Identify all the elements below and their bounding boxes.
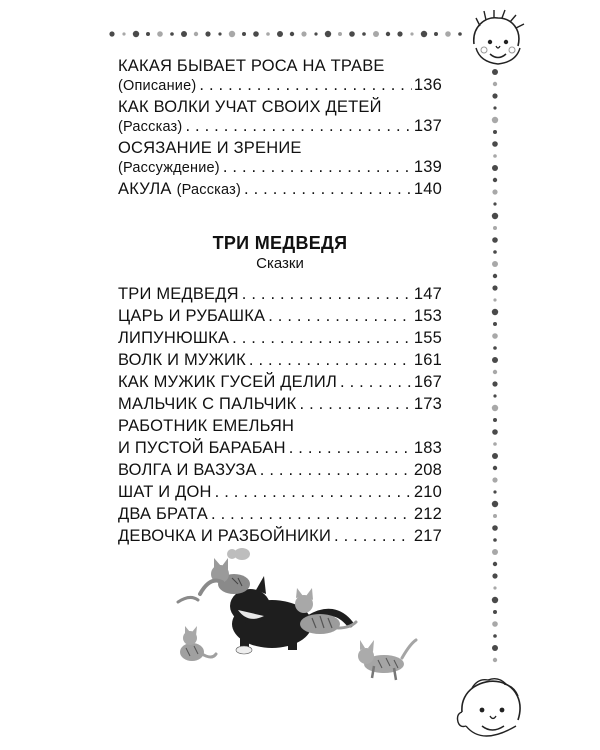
child-face-icon (466, 8, 528, 70)
border-dot (492, 237, 498, 243)
toc-entry-title: КАК МУЖИК ГУСЕЙ ДЕЛИЛ (118, 373, 338, 391)
toc-entry-title: ЛИПУНЮШКА (118, 329, 230, 347)
leader-dots (199, 76, 411, 95)
leader-dots (223, 158, 412, 177)
border-dot (314, 32, 317, 35)
border-dot (445, 31, 451, 37)
toc-entry[interactable] (118, 461, 442, 480)
leader-dots (242, 285, 412, 304)
toc-entry-genre: (Рассказ) (176, 182, 242, 198)
border-dot (492, 573, 497, 578)
toc-entry[interactable] (118, 139, 442, 177)
border-dot (492, 261, 498, 267)
toc-entry[interactable] (118, 329, 442, 348)
border-dot (492, 93, 497, 98)
toc-entry[interactable] (118, 483, 442, 502)
toc-entry-genre: (Рассказ) (118, 119, 183, 135)
border-dot (266, 32, 270, 36)
toc-entry-title: РАБОТНИК ЕМЕЛЬЯН (118, 417, 295, 435)
border-dot (434, 32, 438, 36)
border-dot (493, 466, 497, 470)
border-dot (492, 333, 498, 339)
toc-entry[interactable] (118, 180, 442, 199)
toc-entry-page: 147 (413, 285, 442, 303)
section-heading (118, 232, 442, 273)
border-dot (493, 274, 497, 278)
cats-illustration (172, 548, 432, 688)
kitten-icon (200, 558, 250, 594)
toc-entry[interactable] (118, 285, 442, 304)
leader-dots (289, 439, 412, 458)
border-dot (492, 189, 497, 194)
toc-entry-page: 137 (413, 117, 442, 135)
border-dot (170, 32, 174, 36)
toc-entry-title: КАКАЯ БЫВАЕТ РОСА НА ТРАВЕ (118, 57, 385, 75)
border-dot (229, 31, 235, 37)
toc-entry-title: МАЛЬЧИК С ПАЛЬЧИК (118, 395, 297, 413)
border-dot (181, 31, 187, 37)
border-dot (492, 285, 497, 290)
border-dot (242, 32, 246, 36)
border-dot (338, 32, 342, 36)
toc-entry-page: 183 (413, 439, 442, 457)
border-dot (493, 538, 497, 542)
toc-entry-page: 140 (413, 180, 442, 198)
border-dot (493, 442, 497, 446)
border-dot (493, 130, 497, 134)
border-dot (122, 32, 125, 35)
border-dot (362, 32, 366, 36)
border-dot (493, 250, 497, 254)
toc-entry[interactable] (118, 98, 442, 136)
leader-dots (211, 505, 412, 524)
border-dot (349, 31, 355, 37)
border-dot (493, 490, 496, 493)
border-dot (493, 202, 496, 205)
toc-entry-title: КАК ВОЛКИ УЧАТ СВОИХ ДЕТЕЙ (118, 98, 382, 116)
leader-dots (268, 307, 412, 326)
toc-entry[interactable] (118, 351, 442, 370)
border-dot (493, 586, 496, 589)
border-dot (301, 31, 306, 36)
border-dot (492, 117, 498, 123)
border-dot (493, 154, 497, 158)
border-dot (492, 165, 498, 171)
toc-entry-genre: (Описание) (118, 78, 197, 94)
border-dot (410, 32, 413, 35)
toc-entry-title: АКУЛА (118, 180, 172, 198)
toc-section-fairy-tales (118, 285, 442, 546)
border-dot (493, 178, 497, 182)
toc-entry-title: ВОЛК И МУЖИК (118, 351, 246, 369)
toc-entry-title: ТРИ МЕДВЕДЯ (118, 285, 239, 303)
leader-dots (185, 117, 411, 136)
border-dot (492, 357, 498, 363)
toc-entry[interactable] (118, 395, 442, 414)
border-dot (492, 141, 498, 147)
border-dot (492, 213, 498, 219)
border-dot (492, 429, 498, 435)
border-dot (205, 31, 210, 36)
border-dot (492, 597, 498, 603)
toc-entry-title: ОСЯЗАНИЕ И ЗРЕНИЕ (118, 139, 302, 157)
border-dot (290, 32, 294, 36)
border-dot (493, 226, 497, 230)
kitten-icon (180, 626, 216, 661)
leader-dots (249, 351, 412, 370)
border-dot (493, 298, 496, 301)
border-dot (493, 418, 497, 422)
border-dot (325, 31, 331, 37)
border-dot (493, 346, 497, 350)
leader-dots (215, 483, 412, 502)
border-dot (493, 514, 497, 518)
toc-entry-title: ДВА БРАТА (118, 505, 209, 523)
border-dot (109, 31, 114, 36)
border-dot (493, 658, 497, 662)
border-dot (493, 394, 496, 397)
border-dot (253, 31, 259, 37)
border-dot (277, 31, 283, 37)
leader-dots (232, 329, 412, 348)
toc-entry-title: ЦАРЬ И РУБАШКА (118, 307, 266, 325)
toc-entry[interactable] (118, 527, 442, 546)
toc-entry[interactable] (118, 373, 442, 392)
border-dot (493, 106, 496, 109)
section-title: ТРИ МЕДВЕДЯ (212, 233, 348, 253)
toc-entry-page: 173 (413, 395, 442, 413)
border-dot (458, 32, 462, 36)
toc-entry-title: ДЕВОЧКА И РАЗБОЙНИКИ (118, 527, 332, 545)
border-dot (492, 501, 498, 507)
toc-entry-title: ШАТ И ДОН (118, 483, 212, 501)
leader-dots (300, 395, 412, 414)
border-dot (493, 82, 497, 86)
border-dot (493, 610, 497, 614)
toc-entry-page: 139 (413, 158, 442, 176)
toc-entry-title-line2: И ПУСТОЙ БАРАБАН (118, 439, 286, 457)
toc-entry-page: 161 (413, 351, 442, 369)
border-dot (493, 322, 497, 326)
border-dot (493, 562, 497, 566)
toc-entry-page: 210 (413, 483, 442, 501)
border-dot (218, 32, 221, 35)
toc-entry-page: 167 (413, 373, 442, 391)
toc-entry[interactable] (118, 505, 442, 524)
border-dot (492, 453, 498, 459)
toc-entry[interactable] (118, 417, 442, 458)
border-dot (492, 477, 497, 482)
border-dot (397, 31, 402, 36)
border-dot (146, 32, 150, 36)
toc-entry-page: 155 (413, 329, 442, 347)
kitten-icon (358, 640, 416, 680)
leader-dots (244, 180, 412, 199)
border-dot (157, 31, 163, 37)
border-dot (373, 31, 379, 37)
border-dot (492, 621, 498, 627)
border-dot (492, 549, 498, 555)
border-dot (492, 645, 498, 651)
border-dot (492, 381, 497, 386)
border-dot (386, 32, 390, 36)
leader-dots (260, 461, 412, 480)
border-dot (421, 31, 427, 37)
leader-dots (340, 373, 412, 392)
toc-entry-genre: (Рассуждение) (118, 160, 220, 176)
toc-entry[interactable] (118, 57, 442, 95)
toc-section-tolstoy-stories (118, 57, 442, 199)
toc-entry-page: 208 (413, 461, 442, 479)
toc-entry-page: 136 (413, 76, 442, 94)
section-subtitle: Сказки (256, 255, 304, 272)
border-dot (492, 405, 498, 411)
toc-entry-page: 153 (413, 307, 442, 325)
border-dot (194, 32, 198, 36)
leader-dots (334, 527, 412, 546)
child-face-icon (452, 672, 530, 746)
toc-entry-title: ВОЛГА И ВАЗУЗА (118, 461, 257, 479)
border-dot (493, 634, 497, 638)
border-dot (492, 525, 498, 531)
border-dot (133, 31, 139, 37)
toc-entry[interactable] (118, 307, 442, 326)
toc-entry-page: 217 (413, 527, 442, 545)
border-dot (493, 370, 497, 374)
toc-entry-page: 212 (413, 505, 442, 523)
border-dot (492, 309, 498, 315)
